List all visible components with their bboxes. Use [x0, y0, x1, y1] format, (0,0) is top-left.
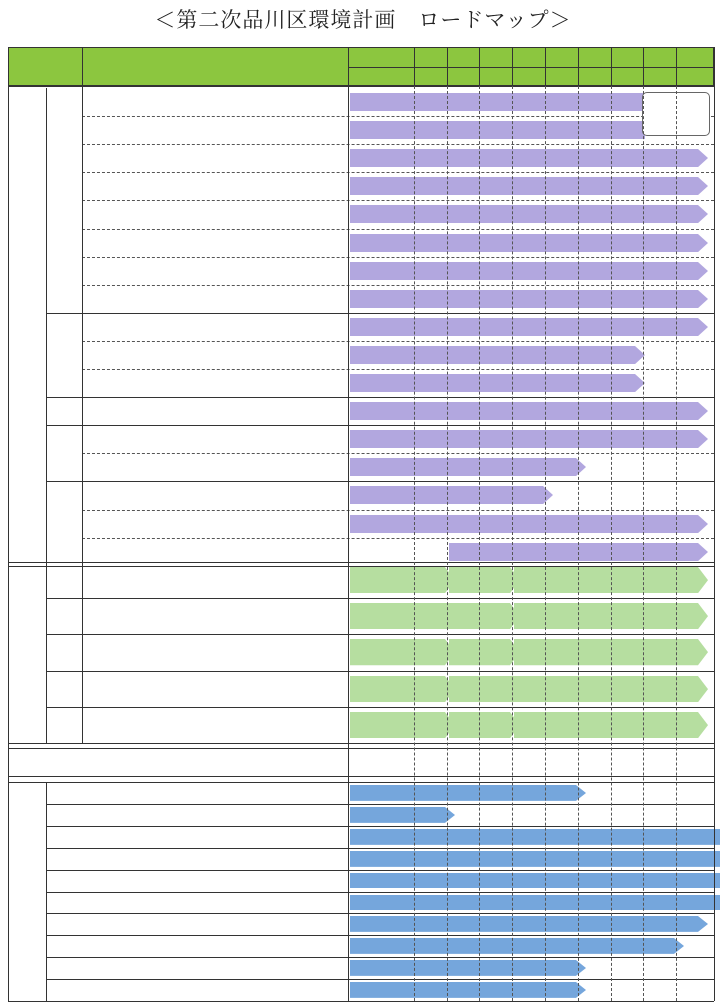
related-bar-label [350, 960, 576, 976]
project-bar-label [514, 567, 698, 593]
project-bar-label [514, 712, 698, 738]
indicator-bar-label [350, 346, 635, 364]
header-year-2022 [676, 67, 714, 85]
header-year-2016 [479, 67, 512, 85]
header-year-h32 [611, 48, 643, 67]
year-column-line [578, 86, 579, 1001]
related-divider [46, 870, 714, 871]
related-bar-label [350, 982, 576, 998]
project-divider [46, 671, 714, 672]
table-border [82, 47, 83, 743]
header-category [8, 47, 82, 86]
row-divider [82, 144, 714, 145]
indicator-item [82, 453, 348, 481]
related-divider [46, 848, 714, 849]
header-year-2018 [545, 67, 578, 85]
related-bar-label [350, 916, 698, 932]
indicator-bar-label [350, 177, 698, 195]
row-divider [82, 229, 714, 230]
header-year-h29 [512, 48, 545, 67]
section-indicators [8, 88, 46, 566]
header-year-h28 [479, 48, 512, 67]
indicator-item [82, 144, 348, 172]
project-item [82, 671, 348, 707]
header-year-divider [348, 67, 714, 68]
indicator-bar-label [350, 374, 635, 392]
year-column-line [643, 86, 644, 1001]
related-bar-label [350, 785, 576, 801]
group-nature [46, 313, 82, 397]
project-group [46, 707, 82, 743]
row-divider [82, 369, 714, 370]
header-year-2013 [348, 67, 414, 85]
related-bar-label [350, 895, 720, 911]
related-divider [46, 826, 714, 827]
table-border [8, 776, 714, 777]
year-column-line [512, 86, 513, 1001]
project-item [82, 634, 348, 670]
project-bar-label [350, 712, 445, 738]
indicator-bar-label [350, 262, 698, 280]
related-bar-label [350, 873, 720, 889]
indicator-item [82, 341, 348, 369]
year-column-line [643, 47, 644, 86]
row-divider [82, 538, 714, 539]
indicator-item [82, 397, 348, 425]
year-column-line [414, 86, 415, 1001]
year-column-line [578, 47, 579, 86]
indicator-item [82, 200, 348, 228]
project-item [82, 598, 348, 634]
year-column-line [479, 47, 480, 86]
indicator-item [82, 172, 348, 200]
year-column-line [545, 86, 546, 1001]
related-bar-label [350, 807, 445, 823]
table-border [8, 86, 714, 87]
related-item [46, 979, 348, 1001]
indicator-bar-label [350, 149, 698, 167]
group-divider [46, 481, 714, 482]
group-divider [46, 397, 714, 398]
project-group [46, 671, 82, 707]
indicator-item [82, 481, 348, 509]
indicator-bar-label [350, 93, 645, 111]
header-year-h31 [578, 48, 611, 67]
indicator-bar-label [350, 402, 698, 420]
header-year-2017 [512, 67, 545, 85]
indicator-item [82, 369, 348, 397]
header-year-2020 [611, 67, 643, 85]
related-item [46, 957, 348, 979]
project-group [46, 598, 82, 634]
table-border [8, 562, 714, 563]
table-border [46, 782, 47, 1001]
related-item [46, 870, 348, 892]
group-comfort [46, 425, 82, 481]
related-divider [46, 957, 714, 958]
section-related [8, 782, 46, 1001]
group-global [46, 88, 82, 313]
table-border [714, 47, 715, 1001]
related-divider [46, 935, 714, 936]
project-group [46, 562, 82, 598]
indicator-item [82, 313, 348, 341]
table-border [348, 47, 349, 1001]
indicator-item [82, 229, 348, 257]
year-column-line [447, 47, 448, 86]
project-divider [46, 707, 714, 708]
project-divider [46, 634, 714, 635]
indicator-item [82, 257, 348, 285]
group-common [46, 481, 82, 565]
indicator-bar-label [350, 458, 576, 476]
indicator-bar-label [350, 234, 698, 252]
indicator-bar-label [350, 290, 698, 308]
table-border [46, 88, 47, 743]
project-bar-label [350, 676, 445, 702]
year-column-line [676, 86, 677, 1001]
header-year-h26 [414, 48, 447, 67]
table-border [8, 47, 714, 48]
group-divider [46, 313, 714, 314]
indicator-item [82, 88, 348, 116]
row-divider [82, 285, 714, 286]
year-column-line [512, 47, 513, 86]
table-border [8, 782, 714, 783]
related-item [46, 848, 348, 870]
table-border [8, 47, 9, 1001]
year-column-line [545, 47, 546, 86]
table-border [8, 1001, 714, 1002]
indicator-bar-label [350, 205, 698, 223]
group-living [46, 397, 82, 425]
row-divider [82, 510, 714, 511]
year-column-line [676, 47, 677, 86]
indicator-item [82, 116, 348, 144]
project-bar-label [350, 639, 445, 665]
review-marker [552, 748, 572, 776]
year-column-line [447, 86, 448, 1001]
related-item [46, 804, 348, 826]
related-divider [46, 913, 714, 914]
row-divider [82, 116, 714, 117]
indicator-bar-label [350, 318, 698, 336]
header-year-h27 [447, 48, 479, 67]
related-item [46, 892, 348, 914]
related-divider [46, 979, 714, 980]
related-item [46, 913, 348, 935]
table-border [8, 743, 714, 744]
related-divider [46, 804, 714, 805]
project-bar-label [350, 567, 445, 593]
related-item [46, 935, 348, 957]
row-divider [82, 200, 714, 201]
related-divider [46, 892, 714, 893]
project-item [82, 707, 348, 743]
section-projects [8, 562, 46, 743]
year-column-line [611, 86, 612, 1001]
project-divider [46, 598, 714, 599]
related-item [46, 782, 348, 804]
indicator-bar-label [449, 543, 698, 561]
row-divider [82, 453, 714, 454]
row-divider [82, 257, 714, 258]
header-year-2019 [578, 67, 611, 85]
row-divider [82, 172, 714, 173]
indicator-bar-label [350, 515, 698, 533]
group-divider [46, 425, 714, 426]
indicator-item [82, 425, 348, 453]
year-column-line [479, 86, 480, 1001]
header-year-h30 [545, 48, 578, 67]
header-year-h25 [348, 48, 414, 67]
related-bar-label [350, 829, 720, 845]
year-column-line [611, 47, 612, 86]
table-border [8, 748, 714, 749]
project-bar-label [514, 639, 698, 665]
project-bar-label [449, 676, 698, 702]
related-item [46, 826, 348, 848]
header-year-h33 [643, 48, 676, 67]
page-title: ＜第二次品川区環境計画 ロードマップ＞ [154, 8, 572, 32]
project-group [46, 634, 82, 670]
indicator-item [82, 510, 348, 538]
header-year-2014 [414, 67, 447, 85]
header-item [82, 47, 348, 86]
table-border [8, 566, 714, 567]
review-label [8, 748, 348, 776]
year-column-line [414, 47, 415, 86]
indicator-bar-label [350, 430, 698, 448]
project-bar-label [514, 603, 698, 629]
project-bar-label [350, 603, 510, 629]
header-year-2021 [643, 67, 676, 85]
indicator-bar-label [350, 121, 645, 139]
project-item [82, 562, 348, 598]
related-bar-label [350, 851, 720, 867]
indicator-item [82, 285, 348, 313]
header-year-2015 [447, 67, 479, 85]
header-year-h34 [676, 48, 714, 67]
row-divider [82, 341, 714, 342]
